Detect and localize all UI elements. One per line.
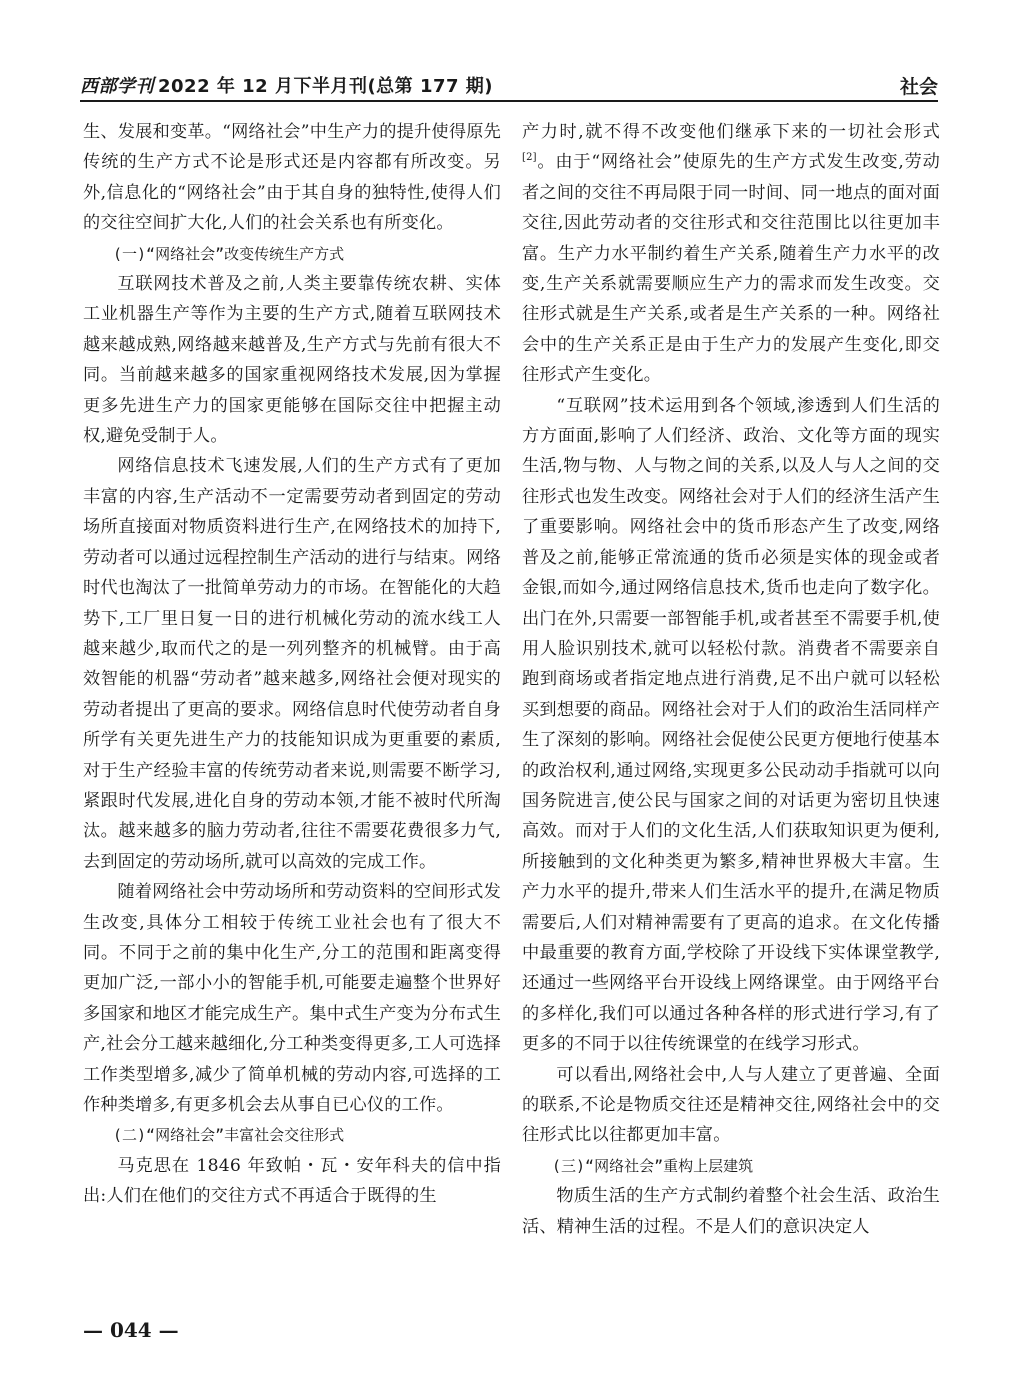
issue-info: 2022 年 12 月下半月刊(总第 177 期) [158,76,494,97]
page-number: — 044 — [83,1318,179,1342]
paragraph: 马克思在 1846 年致帕・瓦・安年科夫的信中指出:人们在他们的交往方式不再适合于既得的生 [83,1155,501,1207]
paragraph: 网络信息技术飞速发展,人们的生产方式有了更加丰富的内容,生产活动不一定需要劳动者到固定的劳动场所直接面对物质资料进行生产,在网络技术的加持下,劳动者可以通过远程控制生产活动的进行与结束。网络时代也淘汰了一批简单劳动力的市场。在智能化的大趋势下,工厂里日复一日的进行机械化劳动的流水线工人越来越少,取而代之的是一列列整齐的机械臂。由于高效智能的机器“劳动者”越来越多,网络社会便对现实的劳动者提出了更高的要求。网络信息时代使劳动者自身所学有关更先进生产力的技能知识成为更重要的素质,对于生产经验丰富的传统劳动者来说,则需要不断学习,紧跟时代发展,进化自身的劳动本领,才能不被时代所淘汰。越来越多的脑力劳动者,往往不需要花费很多力气,去到固定的劳动场所,就可以高效的完成工作。 [83,456,501,872]
subsection-heading: (一)“网络社会”改变传统生产方式 [113,244,345,263]
left-column [83,117,501,1212]
paragraph: 随着网络社会中劳动场所和劳动资料的空间形式发生改变,具体分工相较于传统工业社会也有了很大不同。不同于之前的集中化生产,分工的范围和距离变得更加广泛,一部小小的智能手机,可能要走遍整个世界好多国家和地区才能完成生产。集中式生产变为分布式生产,社会分工越来越细化,分工种类变得更多,工人可选择工作类型增多,减少了简单机械的劳动内容,可选择的工作种类增多,有更多机会去从事自已心仪的工作。 [83,882,501,1115]
paragraph: 生、发展和变革。“网络社会”中生产力的提升使得原先传统的生产方式不论是形式还是内容都有所改变。另外,信息化的“网络社会”由于其自身的独特性,使得人们的交往空间扩大化,人们的社会关系也有所变化。 [83,122,501,234]
running-header [80,70,938,102]
paragraph: “互联网”技术运用到各个领域,渗透到人们生活的方方面面,影响了人们经济、政治、文化等方面的现实生活,物与物、人与物之间的关系,以及人与人之间的交往形式也发生改变。网络社会对于人们的经济生活产生了重要影响。网络社会中的货币形态产生了改变,网络普及之前,能够正常流通的货币必须是实体的现金或者金银,而如今,通过网络信息技术,货币也走向了数字化。出门在外,只需要一部智能手机,或者甚至不需要手机,使用人脸识别技术,就可以轻松付款。消费者不需要亲自跑到商场或者指定地点进行消费,足不出户就可以轻松买到想要的商品。网络社会对于人们的政治生活同样产生了深刻的影响。网络社会促使公民更方便地行使基本的政治权利,通过网络,实现更多公民动动手指就可以向国务院进言,使公民与国家之间的对话更为密切且快速高效。而对于人们的文化生活,人们获取知识更为便利,所接触到的文化种类更为繁多,精神世界极大丰富。生产力水平的提升,带来人们生活水平的提升,在满足物质需要后,人们对精神需要有了更高的追求。在文化传播中最重要的教育方面,学校除了开设线下实体课堂教学,还通过一些网络平台开设线上网络课堂。由于网络平台的多样化,我们可以通过各种各样的形式进行学习,有了更多的不同于以往传统课堂的在线学习形式。 [522,395,940,1055]
journal-logo: 西部学刊 [80,76,154,97]
section-label: 社会 [899,76,938,98]
paragraph [522,117,940,391]
right-column [522,117,940,1242]
paragraph-text: 。由于“网络社会”使原先的生产方式发生改变,劳动者之间的交往不再局限于同一时间、同一地点的面对面交往,因此劳动者的交往形式和交往范围比以往更加丰富。生产力水平制约着生产关系,随着生产力水平的改变,生产关系就需要顺应生产力的需求而发生改变。交往形式就是生产关系,或者是生产关系的一种。网络社会中的生产关系正是由于生产力的发展产生变化,即交往形式产生变化。 [522,152,940,386]
paragraph: 可以看出,网络社会中,人与人建立了更普遍、全面的联系,不论是物质交往还是精神交往,网络社会中的交往形式比以往都更加丰富。 [522,1064,940,1146]
subsection-heading: (二)“网络社会”丰富社会交往形式 [113,1126,345,1145]
journal-issue-line [80,72,493,98]
paragraph-text: 产力时,就不得不改变他们继承下来的一切社会形式 [522,122,940,142]
paragraph: 互联网技术普及之前,人类主要靠传统农耕、实体工业机器生产等作为主要的生产方式,随着互联网技术越来越成熟,网络越来越普及,生产方式与先前有很大不同。当前越来越多的国家重视网络技术发展,因为掌握更多先进生产力的国家更能够在国际交往中把握主动权,避免受制于人。 [83,274,501,447]
paragraph: 物质生活的生产方式制约着整个社会生活、政治生活、精神生活的过程。不是人们的意识决定人 [522,1186,940,1237]
citation-ref: [2] [522,152,537,164]
subsection-heading: (三)“网络社会”重构上层建筑 [552,1156,754,1175]
